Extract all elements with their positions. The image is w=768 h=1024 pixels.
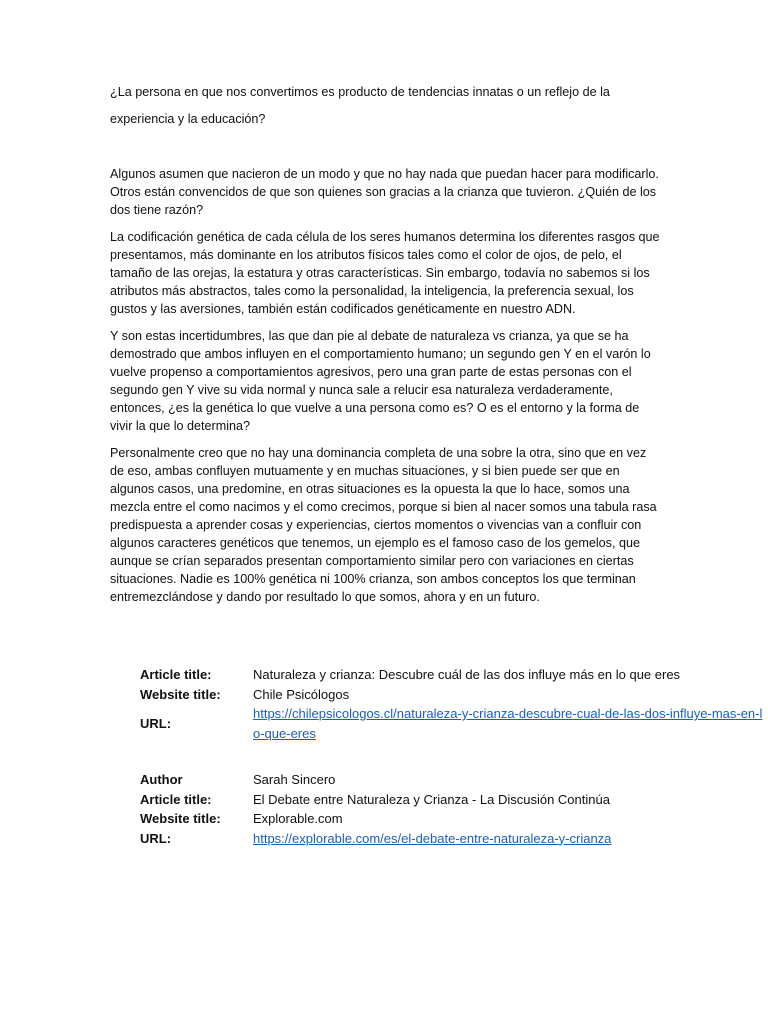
references-section <box>140 665 768 848</box>
ref2-url-link[interactable]: https://explorable.com/es/el-debate-entre-naturaleza-y-crianza <box>253 830 612 846</box>
ref1-url-link[interactable]: https://chilepsicologos.cl/naturaleza-y-crianza-descubre-cual-de-las-dos-influye-mas-en-lo-que-eres <box>253 706 763 741</box>
reference-1 <box>140 665 768 743</box>
ref2-author-label: Author <box>140 772 183 787</box>
ref1-article-title-label: Article title: <box>140 667 212 682</box>
ref2-article-title-row <box>140 790 768 810</box>
paragraph-2: La codificación genética de cada célula de los seres humanos determina los diferentes rasgos que presentamos, más dominante en los atributos físicos tales como el color de ojos, de pelo, el tamaño de las orejas, la estatura y otras características. Sin embargo, todavía no sabemos si los atributos más abstractos, tales como la personalidad, la inteligencia, la preferencia sexual, los gustos y las aversiones, también están codificados genéticamente en nuestro ADN. <box>110 230 660 316</box>
ref2-url-container <box>253 829 768 849</box>
ref1-website-title-row <box>140 685 768 705</box>
question-line-2: experiencia y la educación? <box>110 112 266 126</box>
paragraph-4: Personalmente creo que no hay una dominancia completa de una sobre la otra, sino que en vez de eso, ambas confluyen mutuamente y en muchas situaciones, y si bien puede ser que en algunos casos, una predomine, en otras situaciones es la opuesta la que lo hace, somos una mezcla entre el como nacimos y el como crecimos, porque si bien al nacer somos una tabula rasa predispuesta a aprender cosas y experiencias, ciertos momentos o vivencias van a confluir con algunos caracteres genéticos que tenemos, un ejemplo es el famoso caso de los gemelos, que aunque se crían separados presentan comportamiento similar pero con variaciones en ciertas situaciones. Nadie es 100% genética ni 100% crianza, son ambos conceptos los que terminan entremezclándose y dando por resultado lo que somos, ahora y en un futuro. <box>110 446 657 604</box>
ref1-website-title: Chile Psicólogos <box>253 686 350 702</box>
ref1-url-row <box>140 704 768 743</box>
ref1-article-title-row <box>140 665 768 685</box>
ref2-website-title: Explorable.com <box>253 811 343 826</box>
ref2-article-title: El Debate entre Naturaleza y Crianza - La Discusión Continúa <box>253 791 610 807</box>
ref2-author: Sarah Sincero <box>253 772 336 787</box>
ref1-url-label: URL: <box>140 715 172 731</box>
ref2-author-row <box>140 770 768 790</box>
paragraph-1: Algunos asumen que nacieron de un modo y que no hay nada que puedan hacer para modificarlo. Otros están convencidos de que son quienes son gracias a la crianza que tuvieron. ¿Quién de los dos tiene razón? <box>110 167 659 217</box>
ref1-url-container <box>253 704 768 743</box>
ref2-url-label: URL: <box>140 830 172 846</box>
document-body <box>110 83 662 606</box>
paragraph-3: Y son estas incertidumbres, las que dan pie al debate de naturaleza vs crianza, ya que se ha demostrado que ambos influyen en el comportamiento humano; un segundo gen Y en el varón lo vuelve propenso a comportamientos agresivos, pero una gran parte de estas personas con el segundo gen Y vive su vida normal y nunca sale a relucir esa naturaleza verdaderamente, entonces, ¿es la genética lo que vuelve a una persona como es? O es el entorno y la forma de vivir la que lo determina? <box>110 329 651 433</box>
ref2-website-title-row <box>140 809 768 829</box>
ref2-article-title-label: Article title: <box>140 791 212 807</box>
ref1-website-title-label: Website title: <box>140 686 221 702</box>
ref1-article-title: Naturaleza y crianza: Descubre cuál de las dos influye más en lo que eres <box>253 667 681 682</box>
ref2-website-title-label: Website title: <box>140 811 221 826</box>
question-line-1: ¿La persona en que nos convertimos es producto de tendencias innatas o un reflejo de la <box>110 85 610 99</box>
reference-spacer <box>140 743 768 770</box>
ref2-url-row <box>140 829 768 849</box>
reference-2 <box>140 770 768 848</box>
